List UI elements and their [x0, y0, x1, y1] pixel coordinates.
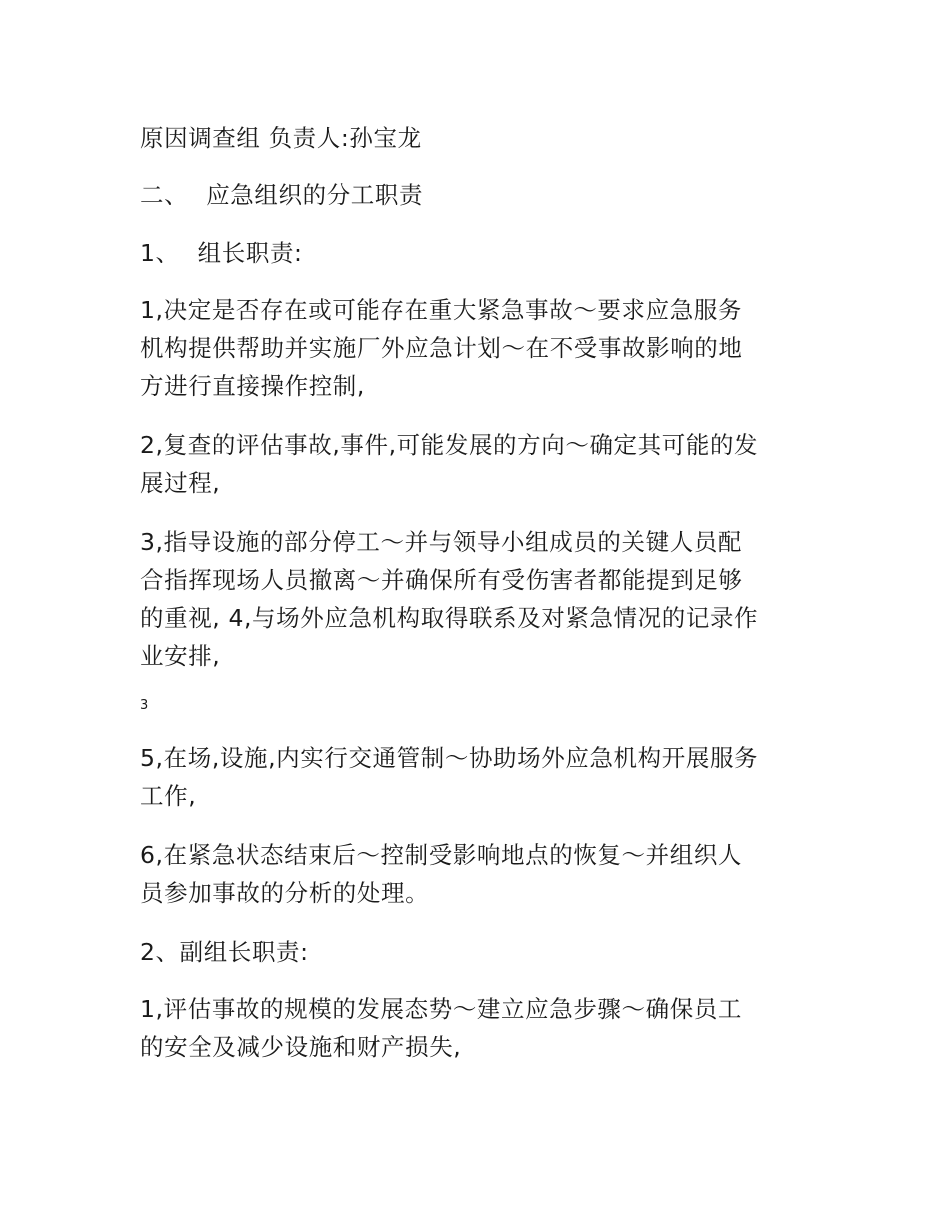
paragraph-line: 合指挥现场人员撤离～并确保所有受伤害者都能提到足够	[140, 566, 743, 594]
paragraph-line: 展过程,	[140, 469, 221, 497]
subsection-2-title: 2、副组长职责:	[140, 938, 309, 966]
section-2-heading	[140, 176, 820, 214]
paragraph-6	[140, 836, 820, 912]
paragraph-5	[140, 739, 820, 815]
subsection-1-heading	[140, 234, 820, 272]
subsection-1-title: 组长职责:	[197, 239, 303, 267]
paragraph-line: 3,指导设施的部分停工～并与领导小组成员的关键人员配	[140, 528, 743, 556]
paragraph-line: 机构提供帮助并实施厂外应急计划～在不受事故影响的地	[140, 334, 743, 362]
team-leader-line	[140, 119, 820, 157]
paragraph-3	[140, 523, 820, 675]
paragraph-line: 的安全及减少设施和财产损失,	[140, 1033, 462, 1061]
page-number: 3	[140, 698, 149, 713]
paragraph-line: 1,决定是否存在或可能存在重大紧急事故～要求应急服务	[140, 296, 743, 324]
paragraph-7	[140, 990, 820, 1066]
subsection-2-heading	[140, 933, 820, 971]
paragraph-line: 2,复查的评估事故,事件,可能发展的方向～确定其可能的发	[140, 431, 759, 459]
paragraph-line: 方进行直接操作控制,	[140, 372, 365, 400]
section-2-title: 应急组织的分工职责	[206, 181, 424, 209]
paragraph-line: 5,在场,设施,内实行交通管制～协助场外应急机构开展服务	[140, 744, 759, 772]
paragraph-line: 1,评估事故的规模的发展态势～建立应急步骤～确保员工	[140, 995, 743, 1023]
section-2-number: 二、	[140, 181, 189, 209]
paragraph-line: 业安排,	[140, 642, 221, 670]
paragraph-line: 员参加事故的分析的处理。	[140, 879, 430, 907]
paragraph-2	[140, 426, 820, 502]
paragraph-line: 工作,	[140, 782, 197, 810]
paragraph-line: 的重视, 4,与场外应急机构取得联系及对紧急情况的记录作	[140, 604, 759, 632]
subsection-1-number: 1、	[140, 239, 180, 267]
team-leader-text: 原因调查组 负责人:孙宝龙	[140, 124, 422, 152]
paragraph-1	[140, 291, 820, 405]
paragraph-line: 6,在紧急状态结束后～控制受影响地点的恢复～并组织人	[140, 841, 743, 869]
